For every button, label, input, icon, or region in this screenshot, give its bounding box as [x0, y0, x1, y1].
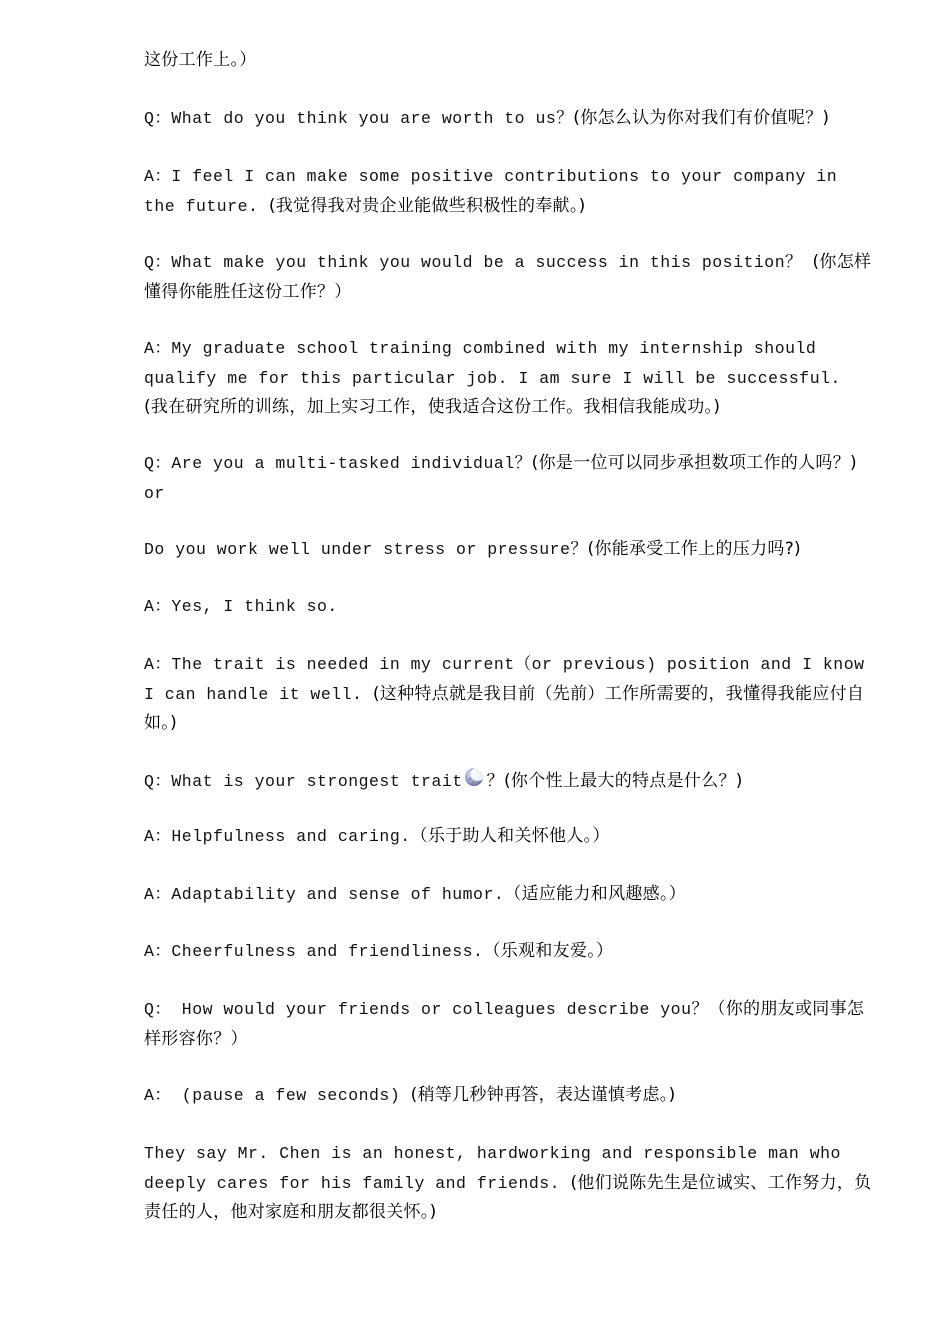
question-describe — [144, 995, 874, 1053]
question-worth-en: Q：What do you think you are worth to us？ — [144, 109, 574, 128]
answer-pause — [144, 1081, 874, 1111]
answer-adaptability — [144, 880, 874, 910]
question-describe-en: Q： How would your friends or colleagues describe you？ — [144, 1000, 709, 1019]
answer-adaptability-en: A：Adaptability and sense of humor. — [144, 885, 505, 904]
question-worth-zh: (你怎么认为你对我们有价值呢？) — [573, 108, 830, 128]
answer-yes — [144, 592, 874, 622]
answer-worth — [144, 162, 874, 221]
answer-they-say — [144, 1139, 874, 1227]
answer-cheerfulness-en: A：Cheerfulness and friendliness. — [144, 942, 484, 961]
paragraph-1-zh: 这份工作上。） — [144, 50, 257, 70]
answer-trait-needed-en: A：The trait is needed in my current（or previous) position and I know I can handle it well. — [144, 655, 865, 704]
question-strongest-trait — [144, 766, 874, 797]
answer-pause-zh: (稍等几秒钟再答，表达谨慎考虑。) — [410, 1085, 676, 1105]
question-strongest-trait-en: Q：What is your strongest trait — [144, 772, 463, 791]
answer-yes-en: A：Yes, I think so. — [144, 597, 338, 616]
answer-they-say-zh: (他们说陈先生是位诚实、工作努力，负责任的人，他对家庭和朋友都很关怀。) — [144, 1172, 872, 1222]
answer-pause-en: A： (pause a few seconds) — [144, 1086, 411, 1105]
answer-success — [144, 334, 874, 422]
answer-helpfulness-zh: （乐于助人和关怀他人。） — [410, 826, 610, 846]
moon-icon — [463, 766, 485, 788]
answer-worth-en: A：I feel I can make some positive contributions to your company in the future. — [144, 167, 838, 216]
answer-success-en: A：My graduate school training combined with my internship should qualify me for this particular job. I am sure I will be successful. — [144, 339, 841, 388]
answer-adaptability-zh: （适应能力和风趣感。） — [504, 884, 687, 904]
question-stress — [144, 535, 874, 565]
question-stress-zh: (你能承受工作上的压力吗?) — [587, 539, 801, 559]
answer-cheerfulness-zh: （乐观和友爱。） — [483, 941, 614, 961]
answer-trait-needed-zh: (这种特点就是我目前（先前）工作所需要的，我懂得我能应付自如。) — [144, 683, 865, 733]
paragraph-1 — [144, 46, 874, 75]
question-success — [144, 248, 874, 306]
answer-they-say-en: They say Mr. Chen is an honest, hardworking and responsible man who deeply cares for his family and friends. — [144, 1144, 841, 1193]
question-strongest-trait-zh: ？(你个性上最大的特点是什么？) — [486, 771, 743, 791]
question-worth — [144, 104, 874, 134]
answer-cheerfulness — [144, 937, 874, 967]
answer-helpfulness-en: A：Helpfulness and caring. — [144, 827, 411, 846]
question-success-zh: (你怎样懂得你能胜任这份工作？） — [144, 252, 872, 302]
answer-worth-zh: (我觉得我对贵企业能做些积极性的奉献。) — [268, 195, 586, 216]
question-multitask-en: Q：Are you a multi-tasked individual？ — [144, 454, 532, 473]
question-describe-zh: （你的朋友或同事怎样形容你？） — [144, 999, 865, 1049]
answer-success-zh: (我在研究所的训练，加上实习工作，使我适合这份工作。我相信我能成功。) — [144, 397, 721, 417]
question-multitask-or: or — [144, 483, 165, 503]
question-stress-en: Do you work well under stress or pressure？ — [144, 540, 588, 559]
answer-trait-needed — [144, 650, 874, 738]
question-multitask — [144, 449, 874, 508]
question-success-en: Q：What make you think you would be a success in this position？ — [144, 253, 813, 272]
question-multitask-zh: (你是一位可以同步承担数项工作的人吗？) — [531, 453, 857, 473]
answer-helpfulness — [144, 822, 874, 852]
